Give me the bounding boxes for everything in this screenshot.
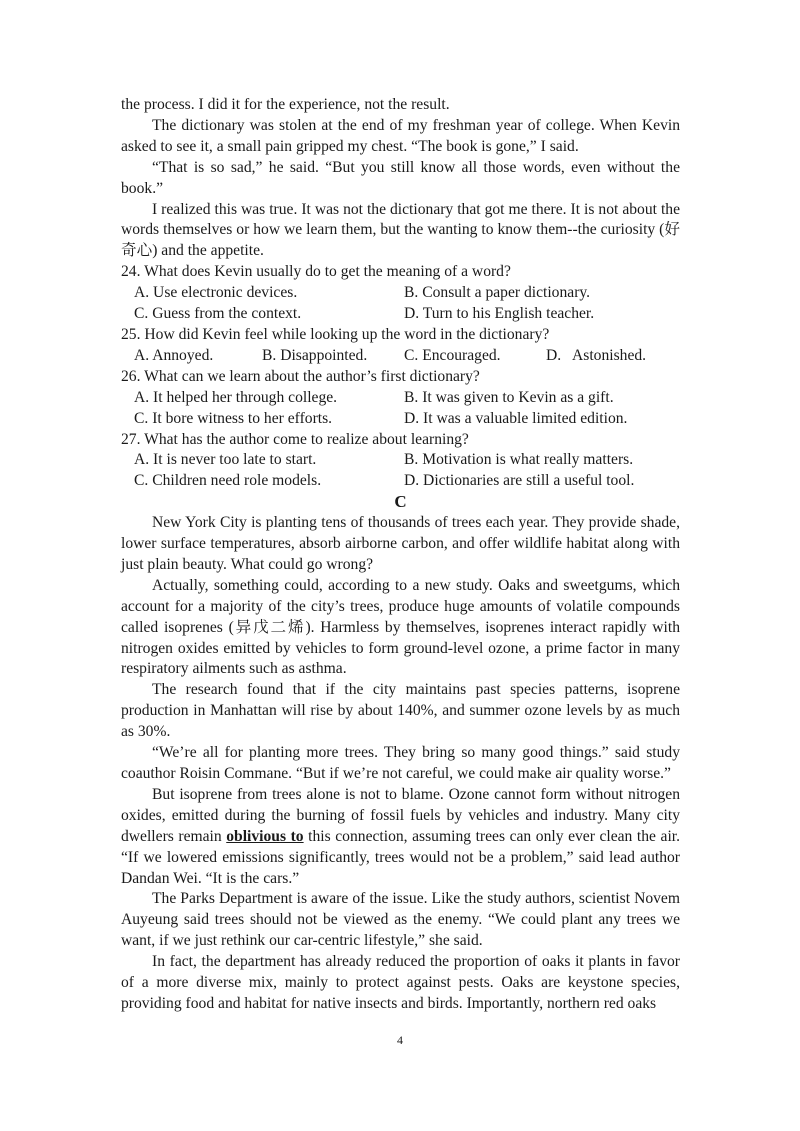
- options-24: [121, 283, 680, 304]
- passage-paragraph: Actually, something could, according to a new study. Oaks and sweetgums, which account for a majority of the city’s trees, produce huge amounts of volatile compounds called isoprenes (异戊二烯). Harmless by themselves, isoprenes interact rapidly with nitrogen oxides emitted by vehicles to form ground-level ozone, a prime factor in many respiratory ailments such as asthma.: [121, 576, 680, 678]
- passage-paragraph: the process. I did it for the experience, not the result.: [121, 96, 450, 113]
- options-24: [121, 304, 680, 325]
- option-d: D. Dictionaries are still a useful tool.: [404, 472, 635, 490]
- passage-paragraph: The dictionary was stolen at the end of my freshman year of college. When Kevin asked to see it, a small pain gripped my chest. “The book is gone,” I said.: [121, 116, 680, 155]
- options-25: [121, 346, 680, 367]
- option-c: C. Guess from the context.: [134, 305, 302, 323]
- option-d: D. It was a valuable limited edition.: [404, 409, 628, 427]
- option-a: A. It helped her through college.: [134, 388, 338, 406]
- options-26: [121, 388, 680, 409]
- passage-paragraph: I realized this was true. It was not the dictionary that got me there. It is not about the words themselves or how we learn them, but the wanting to know them--the curiosity (好奇心) and the appetite.: [121, 200, 680, 260]
- option-a: A. Use electronic devices.: [134, 284, 298, 302]
- question-27: 27. What has the author come to realize about learning?: [121, 430, 469, 448]
- option-c: C. Encouraged.: [404, 346, 501, 364]
- option-a: A. It is never too late to start.: [134, 451, 317, 469]
- question-24: 24. What does Kevin usually do to get the meaning of a word?: [121, 263, 511, 281]
- passage-paragraph: “We’re all for planting more trees. They bring so many good things.” said study coauthor Roisin Commane. “But if we’re not careful, we could make air quality worse.”: [121, 744, 680, 782]
- option-c: C. It bore witness to her efforts.: [134, 409, 333, 427]
- question-26: 26. What can we learn about the author’s first dictionary?: [121, 367, 480, 385]
- passage-paragraph: [121, 785, 680, 890]
- page-content: [121, 95, 680, 1015]
- options-26: [121, 409, 680, 430]
- text-run: this connection, assuming trees can only ever clean the air. “If we lowered emissions significantly, trees would not be a problem,” said lead author Dandan Wei. “It is the cars.”: [121, 827, 681, 887]
- section-heading-c: C: [394, 492, 407, 512]
- option-b: B. Consult a paper dictionary.: [404, 284, 591, 302]
- option-b: B. It was given to Kevin as a gift.: [404, 388, 614, 406]
- option-d: D. Astonished.: [546, 346, 647, 364]
- option-d: D. Turn to his English teacher.: [404, 305, 595, 323]
- option-b: B. Disappointed.: [262, 346, 368, 364]
- option-c: C. Children need role models.: [134, 472, 322, 490]
- option-b: B. Motivation is what really matters.: [404, 451, 634, 469]
- options-27: [121, 471, 680, 492]
- page-number: 4: [397, 1033, 403, 1047]
- passage-paragraph: The Parks Department is aware of the issue. Like the study authors, scientist Novem Auyeung said trees should not be viewed as the enemy. “We could plant any trees we want, if we just rethink our car-centric lifestyle,” she said.: [121, 890, 680, 950]
- passage-paragraph: In fact, the department has already reduced the proportion of oaks it plants in favor of a more diverse mix, mainly to protect against pests. Oaks are keystone species, providing food and habitat for native insects and birds. Importantly, northern red oaks: [121, 953, 680, 1012]
- passage-paragraph: “That is so sad,” he said. “But you still know all those words, even without the book.”: [121, 158, 680, 197]
- text-run: But isoprene from trees alone is not to blame. Ozone cannot form without nitrogen oxides, emitted during the burning of fossil fuels by vehicles and industry. Many city dwellers remain: [121, 785, 680, 845]
- options-27: [121, 450, 680, 471]
- option-a: A. Annoyed.: [134, 346, 214, 364]
- passage-paragraph: New York City is planting tens of thousands of trees each year. They provide shade, lower surface temperatures, absorb airborne carbon, and offer wildlife habitat along with just plain beauty. What could go wrong?: [121, 514, 680, 573]
- question-25: 25. How did Kevin feel while looking up the word in the dictionary?: [121, 325, 550, 343]
- underlined-phrase: oblivious to: [226, 827, 304, 845]
- passage-paragraph: The research found that if the city maintains past species patterns, isoprene production in Manhattan will rise by about 140%, and summer ozone levels by as much as 30%.: [121, 681, 680, 741]
